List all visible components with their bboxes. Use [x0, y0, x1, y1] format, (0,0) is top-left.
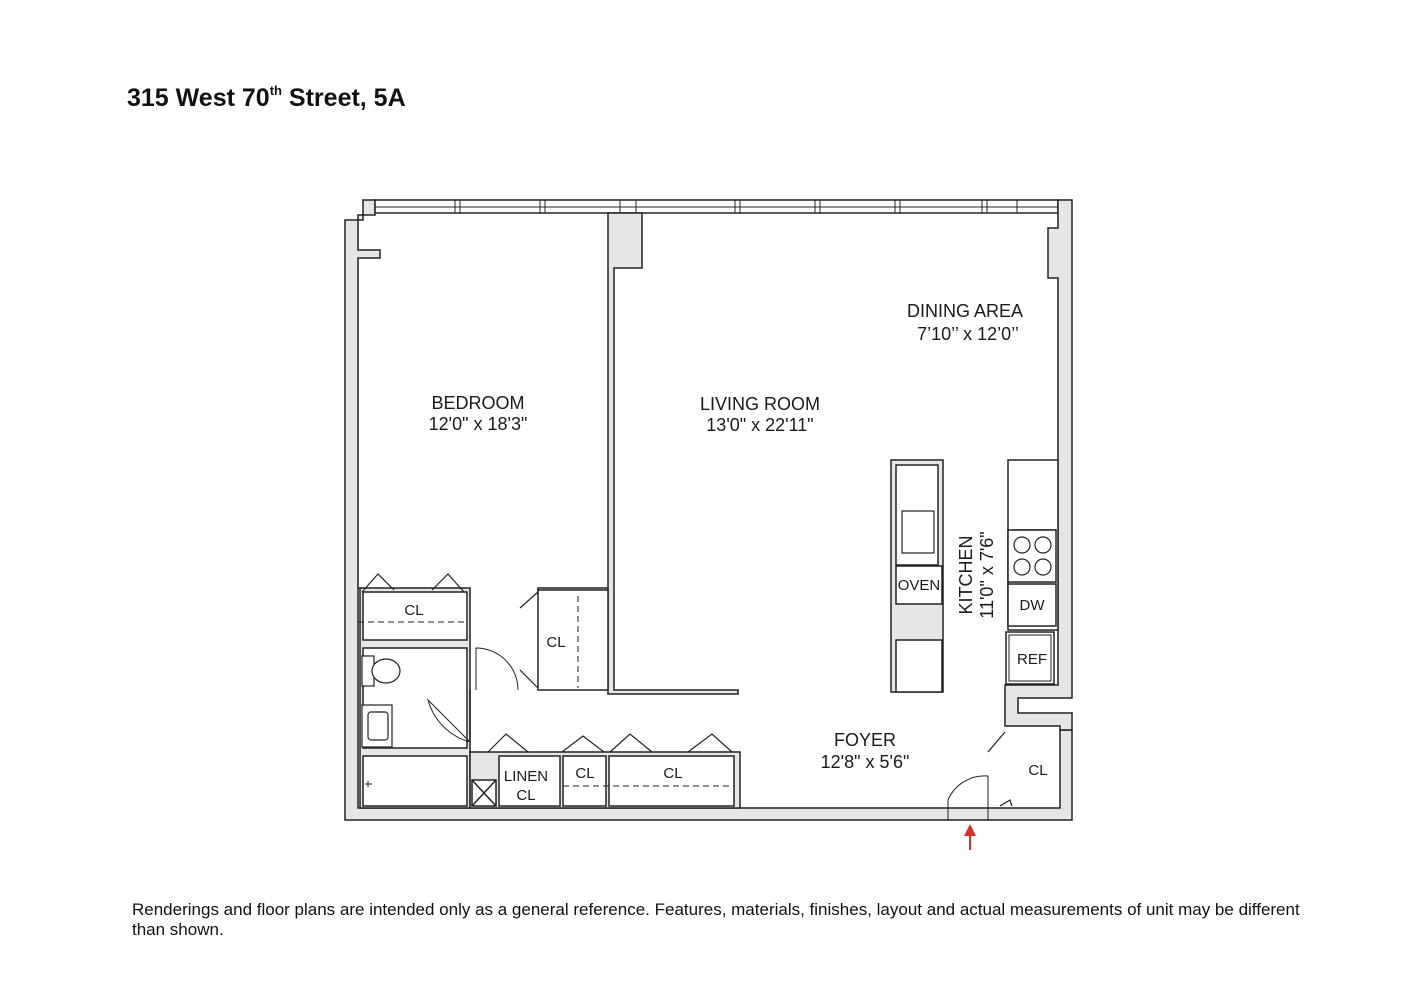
small-closet-label: CL	[575, 765, 595, 782]
entry-arrow-icon	[964, 824, 976, 850]
island-sink-icon	[902, 511, 934, 553]
dw-label: DW	[1019, 597, 1045, 614]
ref-label: REF	[1017, 651, 1047, 668]
linen-closet-label-line1: LINEN	[503, 768, 549, 785]
oven-label: OVEN	[897, 577, 941, 594]
living-name: LIVING ROOM	[699, 394, 821, 414]
bedroom-closet-label: CL	[404, 602, 424, 619]
kitchen-name: KITCHEN	[956, 535, 976, 615]
dining-name: DINING AREA	[906, 301, 1024, 321]
title-rest: Street, 5A	[281, 84, 406, 112]
bedroom-name: BEDROOM	[431, 393, 525, 413]
toilet-bowl-icon	[372, 659, 400, 683]
living-dims: 13'0" x 22'11"	[706, 415, 814, 435]
bedroom-dims: 12'0" x 18'3"	[428, 414, 528, 434]
linen-closet-label-line2: CL	[516, 787, 536, 804]
hall-closet-label: CL	[546, 634, 566, 651]
dining-dims: 7’10’’ x 12’0’’	[917, 324, 1019, 344]
disclaimer-text: Renderings and floor plans are intended only as a general reference. Features, materials, finishes, layout and actual measurements of unit may be different than shown.	[132, 900, 1300, 939]
title-address: 315 West 70	[127, 84, 270, 112]
interior-walls	[358, 588, 740, 808]
wide-closet-label: CL	[663, 765, 683, 782]
foyer-dims: 12'8" x 5'6"	[820, 752, 910, 772]
foyer-name: FOYER	[833, 730, 897, 750]
kitchen-dims: 11'0" x 7'6"	[977, 531, 997, 619]
kitchen-island	[891, 460, 943, 692]
bath-door[interactable]	[476, 648, 518, 690]
entry-closet-label: CL	[1028, 762, 1048, 779]
sink-icon	[368, 712, 388, 740]
title-superscript: th	[269, 82, 282, 98]
